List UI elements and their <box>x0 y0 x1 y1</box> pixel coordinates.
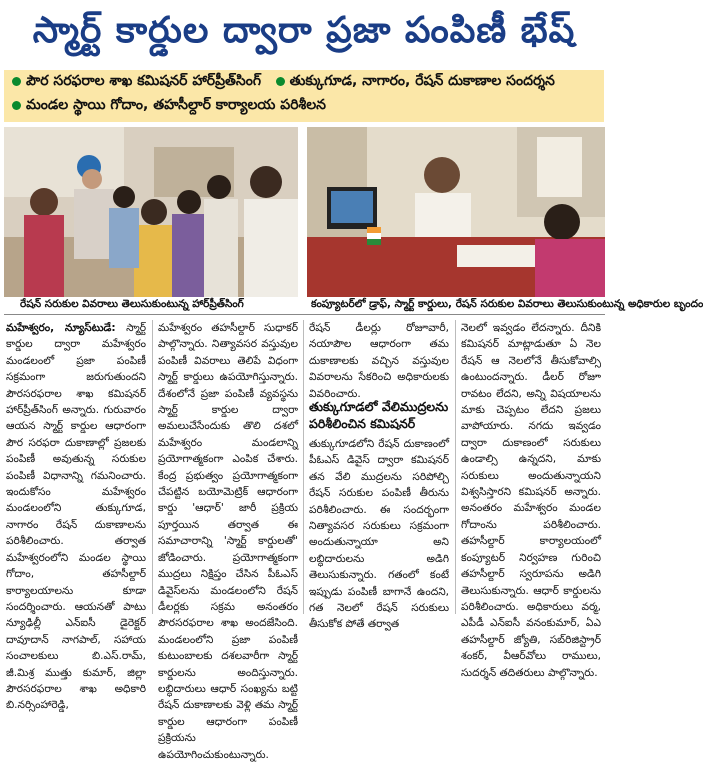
divider <box>4 314 605 315</box>
photo-computer-review <box>307 127 605 297</box>
article-column-2: మహేశ్వరం తహసీల్దార్ సుధాకర్ పాల్గొన్నారు. నిత్యావసర వస్తువుల పంపిణీ వివరాలు తెలిపే విధంగా స్మార్ట్ కార్డులు ఉపయోగిస్తున్నారు. దేశంలోనే ప్రజా పంపిణీ వ్యవస్థను స్మార్ట్ కార్డుల ద్వారా అమలుచేసేందుకు తొలి దశలో మహేశ్వరం మండలాన్ని ప్రయోగాత్మకంగా ఎంపిక చేశారు. కేంద్ర ప్రభుత్వం ప్రయోగాత్మకంగా చేపట్టిన బయోమెట్రిక్ ఆధారంగా కార్డు 'ఆధార్' జారీ ప్రక్రియ పూర్తయిన తర్వాత ఈ సమాచారాన్ని 'స్మార్ట్ కార్డులతో' జోడించారు. ప్రయోగాత్మకంగా ముద్రలు నిక్షిప్తం చేసిన పీఓఎస్ డివైస్‌లను మండలంలోని రేషన్ డీలర్లకు సక్రమ అనంతరం పౌరసరఫరాల శాఖ అందజేసింది. మండలంలోని ప్రజా పంపిణీ కుటుంబాలకు దశలవారీగా స్మార్ట్ కార్డులను అందిస్తున్నారు. లబ్ధిదారులు ఆధార్ సంఖ్యను బట్టి రేషన్ దుకాణాలకు వెళ్లి తమ స్మార్ట్ కార్డుల ఆధారంగా పంపిణీ ప్రక్రియను ఉపయోగించుకుంటున్నారు. <box>158 322 298 761</box>
article-column-1 <box>6 320 146 714</box>
article-column-4: నెలలో ఇవ్వడం లేదన్నారు. దీనికి కమిషనర్ మాట్లాడుతూ ఏ నెల రేషన్ ఆ నెలలోనే తీసుకోవాల్సి ఉంటుందన్నారు. డీలర్ రోజూ రావటం లేదని, అన్ని విషయాలను మాకు చెప్పటం లేదని ప్రజలు వాపోయారు. నగదు ఇవ్వడం ద్వారా దుకాణంలో సరుకులు ఉండాల్సి ఉన్నదని, మాకు సరుకులు అందుతున్నాయని విశ్వసిస్తారని కమిషనర్ అన్నారు. అనంతరం మహేశ్వరం మండల గోదాంను పరిశీలించారు. తహసీల్దార్ కార్యాలయంలో కంప్యూటర్ నిర్వహణ గురించి తహసీల్దార్ స్వరూపను అడిగి తెలుసుకున్నారు. ఆధార్ కార్డులను పరిశీలించారు. అధికారులు వర్మ, ఎపీడీ ఎన్ఐసీ వనంకుమార్, ఏఎ తహసీల్దార్ జ్యోతి, సబ్‌రిజిస్ట్రార్ శంకర్, వీఆర్‌వోలు రాములు, సుదర్శన్ తదితరులు పాల్గొన్నారు. <box>461 322 601 679</box>
subhead-line-2 <box>12 97 326 116</box>
dateline: మహేశ్వరం, న్యూస్‌టుడే: <box>6 322 116 334</box>
subheads-box <box>4 70 604 122</box>
subhead-3: మండల స్థాయి గోదాం, తహసీల్దార్ కార్యాలయ పరిశీలన <box>26 97 326 113</box>
caption-photo-1: రేషన్ సరుకుల వివరాలు తెలుసుకుంటున్న హార్‌ప్రీత్‌సింగ్ <box>20 298 244 310</box>
article-column-3-bottom: తుక్కుగూడలోని రేషన్ దుకాణంలో పీఓఎస్ డివైస్ ద్వారా కమిషనర్ తన వేలి ముద్రలను సరిపోల్చి రేషన్ సరుకుల పంపిణీ తీరును పరిశీలించారు. ఈ సందర్భంగా నిత్యావసర సరుకులు సక్రమంగా అందుతున్నాయా అని లబ్ధిదారులను అడిగి తెలుసుకున్నారు. గతంలో కంటే ఇప్పుడు పంపిణీ బాగానే ఉందని, గత నెలలో రేషన్ సరుకులు తీసుకోక పోతే తర్వాత <box>309 438 449 631</box>
subhead-2: తుక్కుగూడ, నాగారం, రేషన్ దుకాణాల సందర్శన <box>289 73 555 89</box>
photo-commissioner-inspection <box>4 127 298 297</box>
column-divider <box>455 320 456 614</box>
bullet-icon <box>12 77 21 86</box>
bullet-icon <box>276 77 285 86</box>
article-column-3-top: రేషన్ డీలర్లు రోజూవారీ, నయాపౌల ఆధారంగా తమ దుకాణాలకు వచ్చిన వస్తువుల వివరాలను సేకరించి అధికారులకు వివరించారు. <box>309 322 449 400</box>
headline: స్మార్ట్ కార్డుల ద్వారా ప్రజా పంపిణీ భేష్ <box>32 10 576 51</box>
subhead-line-1 <box>12 73 555 92</box>
column-divider <box>152 320 153 614</box>
bullet-icon <box>12 101 21 110</box>
subhead-1: పౌర సరఫరాల శాఖ కమిషనర్ హార్‌ప్రీత్‌సింగ్ <box>26 73 262 89</box>
article-text-1: స్మార్ట్ కార్డుల ద్వారా మహేశ్వరం మండలంలో ప్రజా పంపిణీ సక్రమంగా జరుగుతుందని పౌరసరఫరాల శాఖ కమిషనర్ హార్‌ప్రీత్‌సింగ్ అన్నారు. గురువారం ఆయన స్మార్ట్ కార్డుల ఆధారంగా పౌర సరఫరా దుకాణాల్లో ప్రజలకు పంపిణీ అవుతున్న సరుకుల పంపిణీ విధానాన్ని గమనించారు. ఇందుకోసం మహేశ్వరం మండలంలోని తుక్కుగూడ, నాగారం రేషన్ దుకాణాలను పరిశీలించారు. తర్వాత మహేశ్వరంలోని మండల స్థాయి గోదాం, తహసీల్దార్ కార్యాలయాలను కూడా సందర్శించారు. ఆయనతో పాటు న్యూఢిల్లీ ఎన్‌ఐసీ డైరెక్టర్ దావూదాన్ నాగపాల్, సహాయ సంచాలకులు బి.ఎస్.రామ్, జీ.మిశ్ర ముత్తు కుమార్, జిల్లా పౌరసరఫరాల శాఖ అధికారి బి.నర్సింహారెడ్డి, <box>6 322 146 712</box>
column-divider <box>303 320 304 614</box>
caption-photo-2: కంప్యూటర్‌లో డ్రాఫ్, స్మార్ట్ కార్డులు, రేషన్ సరుకుల వివరాలు తెలుసుకుంటున్న అధికారుల బృందం <box>311 298 703 310</box>
article-subhead: తుక్కుగూడలో వేలిముద్రలను పరిశీలించిన కమిషనర్ <box>309 399 449 431</box>
